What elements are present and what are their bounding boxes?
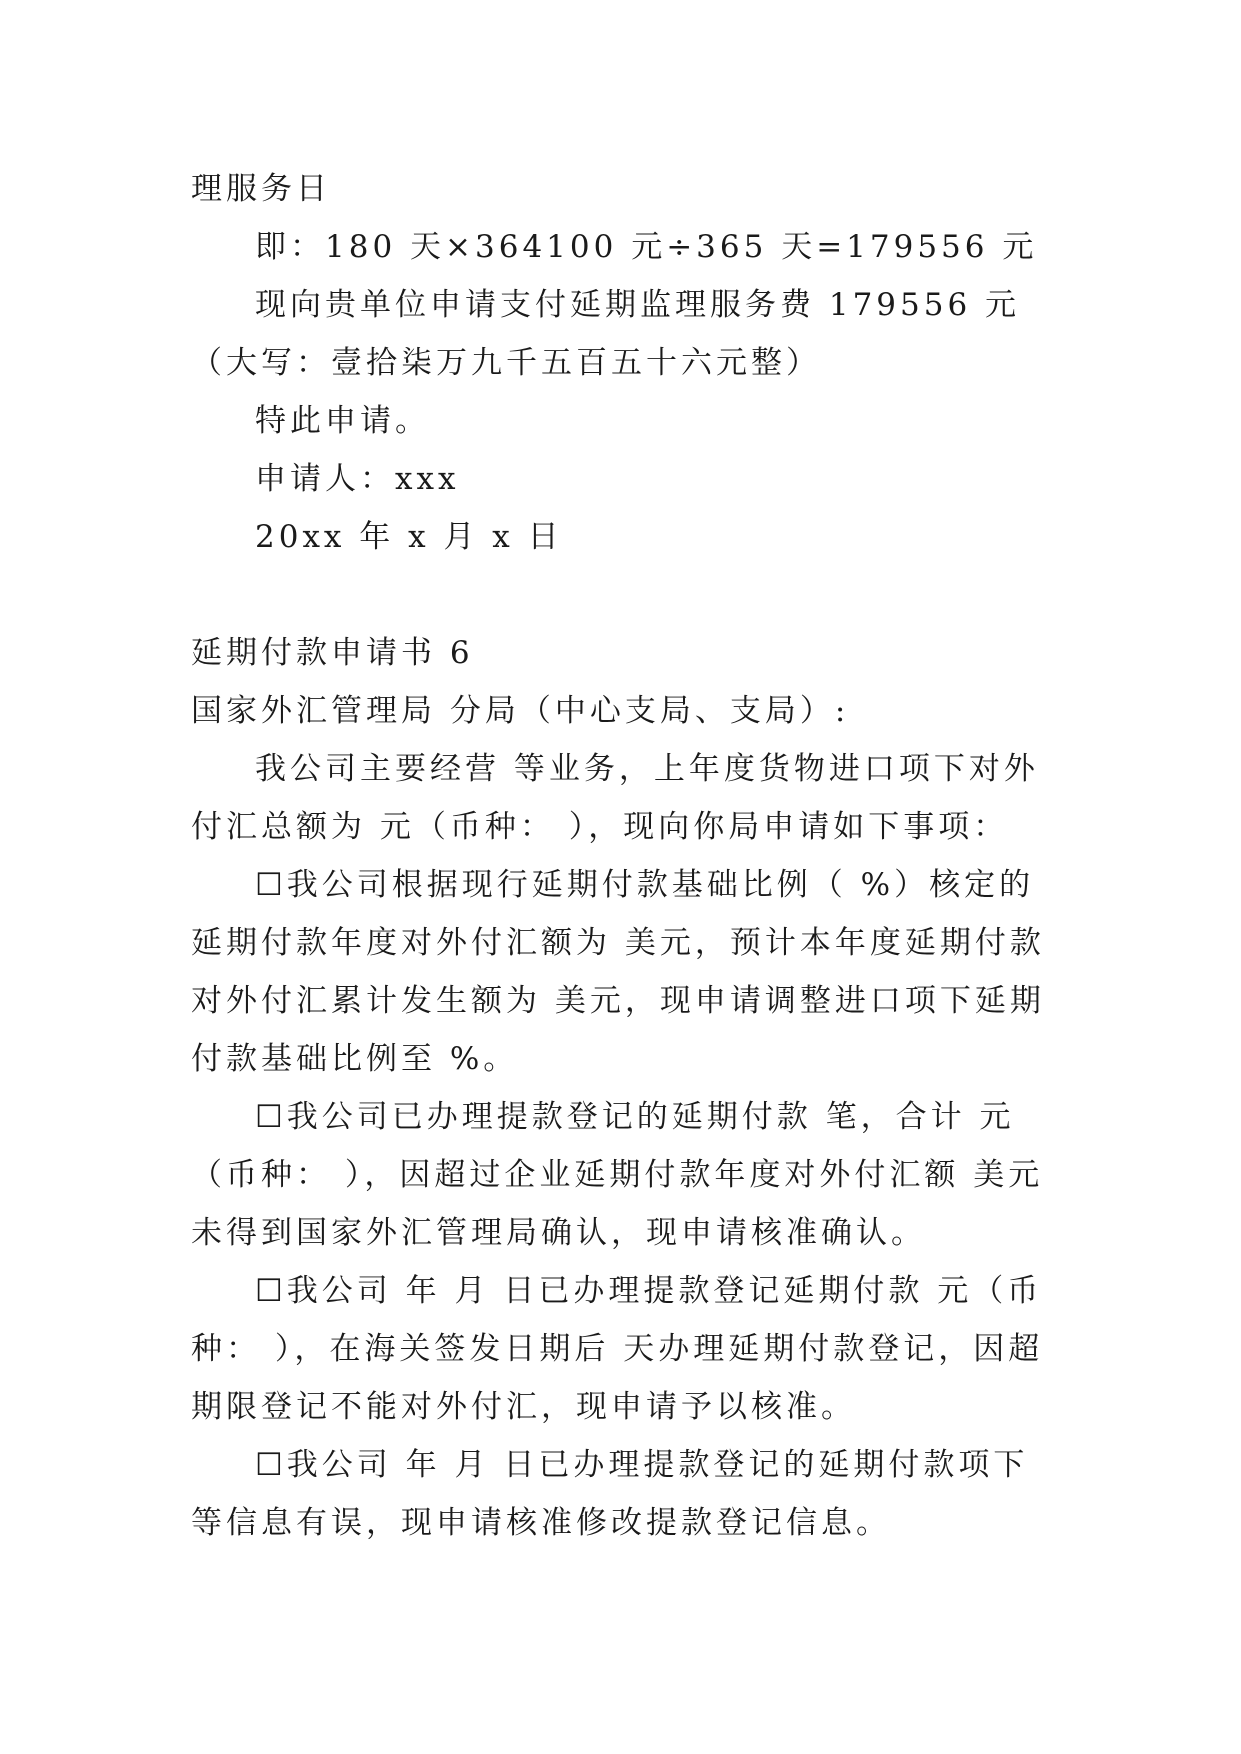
intro-paragraph: 我公司主要经营 等业务，上年度货物进口项下对外付汇总额为 元（币种： ），现向你局申请如下事项： [191, 751, 1039, 845]
checkbox-item: ☐我公司根据现行延期付款基础比例（ %）核定的延期付款年度对外付汇额为 美元，预计本年度延期付款对外付汇累计发生额为 美元，现申请调整进口项下延期付款基础比例至 %。 [191, 867, 1045, 1077]
section-title: 延期付款申请书 6 [191, 635, 474, 671]
applicant-line: 申请人：xxx [255, 461, 460, 497]
checkbox-item: ☐我公司 年 月 日已办理提款登记的延期付款项下等信息有误，现申请核准修改提款登记信息。 [191, 1447, 1029, 1541]
calculation-line: 即：180 天×364100 元÷365 天=179556 元 [255, 229, 1038, 265]
closing-line: 特此申请。 [255, 403, 430, 439]
checkbox-item: ☐我公司 年 月 日已办理提款登记延期付款 元（币种： ），在海关签发日期后 天办理延期付款登记，因超期限登记不能对外付汇，现申请予以核准。 [191, 1273, 1044, 1425]
request-paragraph: 现向贵单位申请支付延期监理服务费 179556 元（大写：壹拾柒万九千五百五十六元整） [191, 287, 1021, 381]
checkbox-item: ☐我公司已办理提款登记的延期付款 笔，合计 元（币种： ），因超过企业延期付款年度对外付汇额 美元未得到国家外汇管理局确认，现申请核准确认。 [191, 1099, 1044, 1251]
fragment-line: 理服务日 [191, 171, 331, 207]
date-line: 20xx 年 x 月 x 日 [255, 519, 563, 555]
document-body [191, 160, 1051, 1552]
addressee-line: 国家外汇管理局 分局（中心支局、支局）: [191, 693, 850, 729]
section-gap [191, 566, 1051, 624]
